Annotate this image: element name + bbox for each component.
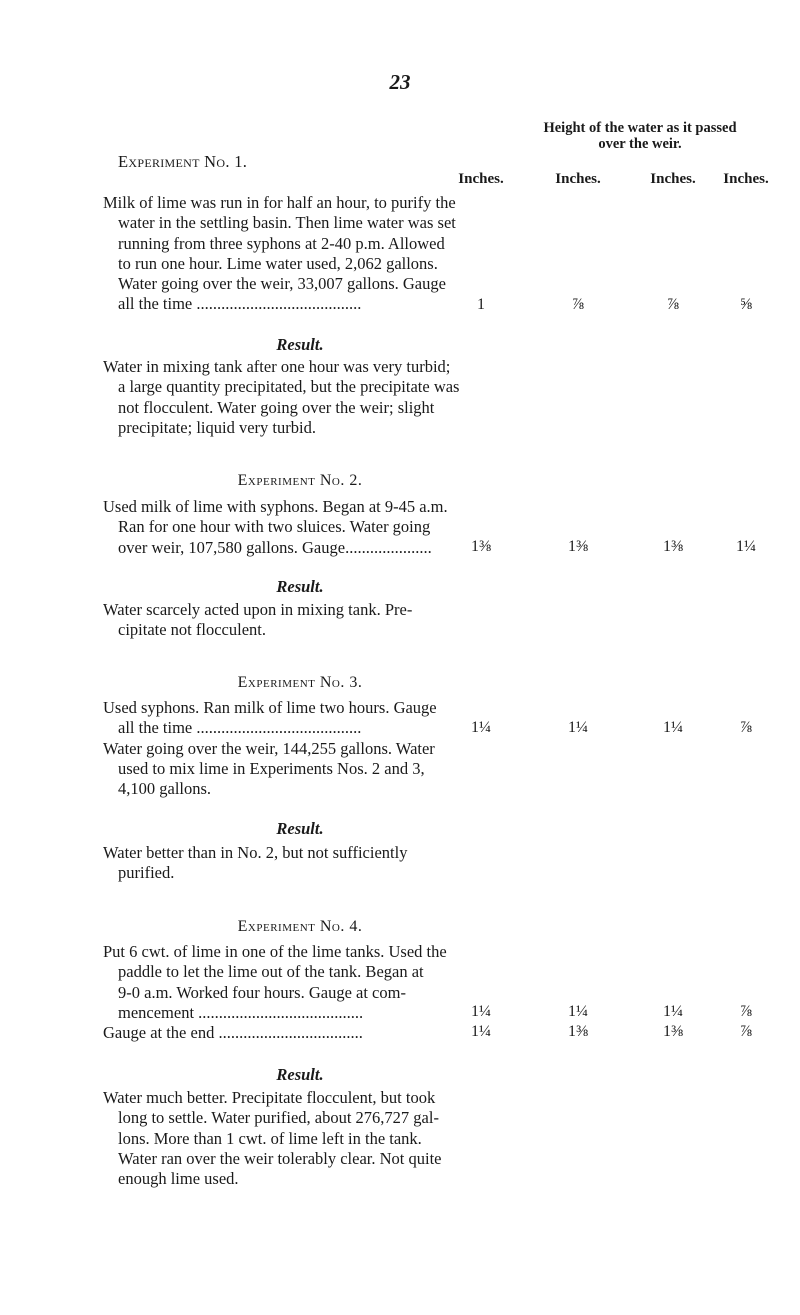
gauge-value: 1¼ — [568, 1003, 588, 1020]
text-line: paddle to let the lime out of the tank. Began at — [118, 962, 424, 982]
gauge-value: 1⅜ — [663, 538, 683, 555]
text-line: mencement ........................................ — [118, 1002, 364, 1022]
experiment-3-text — [103, 698, 493, 799]
gauge-value: ⅝ — [740, 296, 752, 313]
experiment-2-gauge-values — [440, 538, 770, 560]
experiment-1-result-heading: Result. — [276, 335, 324, 354]
text-line: 4,100 gallons. — [118, 779, 212, 799]
experiment-1-text — [103, 193, 493, 315]
text-line: Water better than in No. 2, but not sufficiently — [103, 843, 408, 862]
gauge-value: 1¼ — [663, 719, 683, 736]
text-line: all the time ........................................ — [118, 718, 362, 738]
experiment-2-title: Experiment No. 2. — [237, 472, 363, 489]
gauge-value: 1 — [477, 296, 485, 313]
experiment-4-result — [103, 1088, 493, 1189]
text-line: 9-0 a.m. Worked four hours. Gauge at com- — [118, 982, 406, 1002]
experiment-2-text — [103, 497, 493, 558]
column-header — [520, 120, 760, 152]
text-line: Ran for one hour with two sluices. Water going — [118, 517, 431, 537]
gauge-value: 1¼ — [663, 1003, 683, 1020]
gauge-value: ⅞ — [740, 1003, 752, 1020]
experiment-1-gauge-values — [440, 296, 770, 318]
text-line: Gauge at the end ................................... — [103, 1023, 363, 1043]
text-line: cipitate not flocculent. — [118, 620, 266, 640]
text-line: Used syphons. Ran milk of lime two hours. Gauge — [103, 698, 437, 717]
page-number: 23 — [389, 70, 411, 94]
text-line: purified. — [118, 863, 175, 883]
text-line: Water ran over the weir tolerably clear. Not quite — [118, 1148, 442, 1168]
text-line: Water scarcely acted upon in mixing tank. Pre- — [103, 600, 413, 619]
experiment-1-title: Experiment No. 1. — [118, 152, 248, 171]
experiment-3-result — [103, 843, 493, 884]
gauge-value: 1¼ — [568, 719, 588, 736]
text-line: Water in mixing tank after one hour was very turbid; — [103, 357, 451, 376]
gauge-value: ⅞ — [740, 1023, 752, 1040]
text-line: over weir, 107,580 gallons. Gauge..................... — [118, 537, 432, 557]
experiment-1-result — [103, 357, 493, 438]
text-line: Water going over the weir, 144,255 gallons. Water — [103, 738, 435, 758]
text-line: used to mix lime in Experiments Nos. 2 and 3, — [118, 758, 425, 778]
unit-label: Inches. — [458, 171, 504, 187]
gauge-value: 1⅜ — [568, 1023, 588, 1040]
experiment-3-title: Experiment No. 3. — [237, 674, 363, 691]
text-line: Water going over the weir, 33,007 gallons. Gauge — [118, 274, 446, 294]
gauge-value: 1¼ — [471, 719, 491, 736]
unit-label: Inches. — [650, 171, 696, 187]
gauge-value: ⅞ — [740, 719, 752, 736]
text-line: a large quantity precipitated, but the precipitate was — [118, 377, 460, 397]
text-line: long to settle. Water purified, about 276,727 gal- — [118, 1108, 439, 1128]
text-line: precipitate; liquid very turbid. — [118, 417, 316, 437]
experiment-2-result — [103, 600, 493, 641]
text-line: to run one hour. Lime water used, 2,062 gallons. — [118, 253, 438, 273]
experiment-4-gauge-start — [440, 1003, 770, 1025]
column-header-line-1: Height of the water as it passed — [543, 120, 737, 136]
text-line: Water much better. Precipitate flocculent, but took — [103, 1088, 436, 1107]
text-line: water in the settling basin. Then lime water was set — [118, 213, 456, 233]
text-line: enough lime used. — [118, 1169, 239, 1189]
text-line: lons. More than 1 cwt. of lime left in the tank. — [118, 1128, 422, 1148]
gauge-value: 1¼ — [471, 1003, 491, 1020]
column-units — [440, 171, 770, 191]
column-header-line-2: over the weir. — [598, 136, 682, 152]
experiment-4-text — [103, 942, 493, 1043]
text-line: running from three syphons at 2-40 p.m. Allowed — [118, 233, 445, 253]
gauge-value: 1⅜ — [663, 1023, 683, 1040]
experiment-4-title: Experiment No. 4. — [237, 918, 363, 935]
unit-label: Inches. — [555, 171, 601, 187]
experiment-4-gauge-end — [440, 1023, 770, 1045]
text-line: Used milk of lime with syphons. Began at 9-45 a.m. — [103, 497, 448, 516]
gauge-value: 1¼ — [471, 1023, 491, 1040]
gauge-value: 1¼ — [736, 538, 756, 555]
gauge-value: 1⅜ — [568, 538, 588, 555]
gauge-value: ⅞ — [667, 296, 679, 313]
experiment-3-result-heading: Result. — [276, 819, 324, 838]
text-line: all the time ........................................ — [118, 294, 362, 314]
experiment-2-result-heading: Result. — [276, 577, 324, 596]
gauge-value: ⅞ — [572, 296, 584, 313]
text-line: not flocculent. Water going over the weir; slight — [118, 397, 435, 417]
text-line: Milk of lime was run in for half an hour, to purify the — [103, 193, 456, 212]
text-line: Put 6 cwt. of lime in one of the lime tanks. Used the — [103, 942, 447, 961]
gauge-value: 1⅜ — [471, 538, 491, 555]
experiment-3-gauge-values — [440, 719, 770, 741]
experiment-4-result-heading: Result. — [276, 1065, 324, 1084]
unit-label: Inches. — [723, 171, 769, 187]
